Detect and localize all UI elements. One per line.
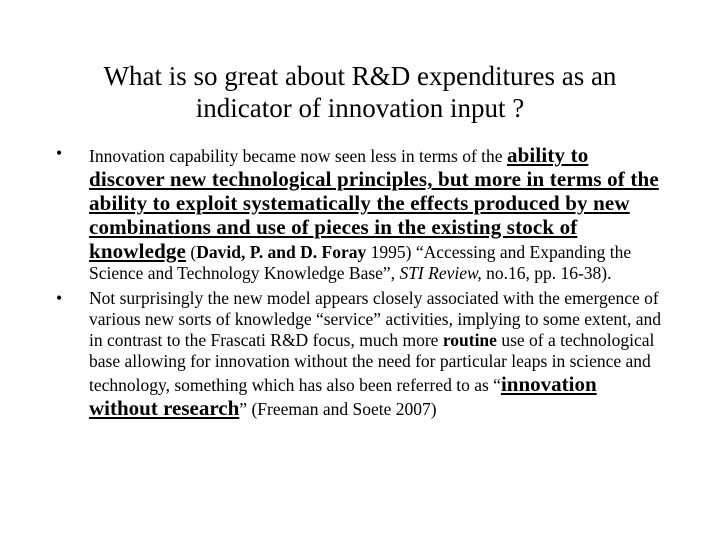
routine-bold-text: routine	[442, 330, 497, 350]
bullet-text-part-a: Not surprisingly the new model appears closely associated with the emergence of various new sorts of knowledge “service” activities, implying to some extent, and in contrast to the Frascati R&D focus, much more	[89, 288, 662, 350]
citation-tail: no.16, pp. 16-38).	[481, 263, 612, 283]
bullet-marker: •	[56, 288, 63, 308]
slide-title	[60, 60, 660, 124]
title-line-1: What is so great about R&D expenditures as an	[103, 61, 617, 91]
bullet-marker: •	[56, 143, 63, 163]
citation-title: 1995) “Accessing and Expanding the Science and Technology Knowledge Base”,	[89, 242, 632, 283]
bullet-item-knowledge-services	[56, 288, 666, 420]
bullet-text-part-c: ” (Freeman and Soete 2007)	[239, 399, 437, 419]
emphasis-ability-text: ability to discover new technological principles, but more in terms of the ability to exploit systematically the effects produced by new combinations and use of pieces in the existing stock of knowledge	[89, 143, 659, 263]
emphasis-innovation-without-research: innovation without research	[89, 372, 597, 420]
bullet-intro-text: Innovation capability became now seen less in terms of the	[89, 146, 507, 166]
title-line-2: indicator of innovation input ?	[195, 93, 525, 123]
bullet-list	[56, 143, 666, 424]
citation-open: (	[186, 242, 197, 262]
citation-journal: STI Review,	[399, 263, 482, 283]
bullet-text-part-b: use of a technological base allowing for innovation without the need for particular leaps in science and technology, something which has also been referred to as “	[89, 330, 655, 395]
citation-authors: David, P. and D. Foray	[196, 242, 367, 262]
bullet-item-innovation-capability	[56, 143, 666, 284]
